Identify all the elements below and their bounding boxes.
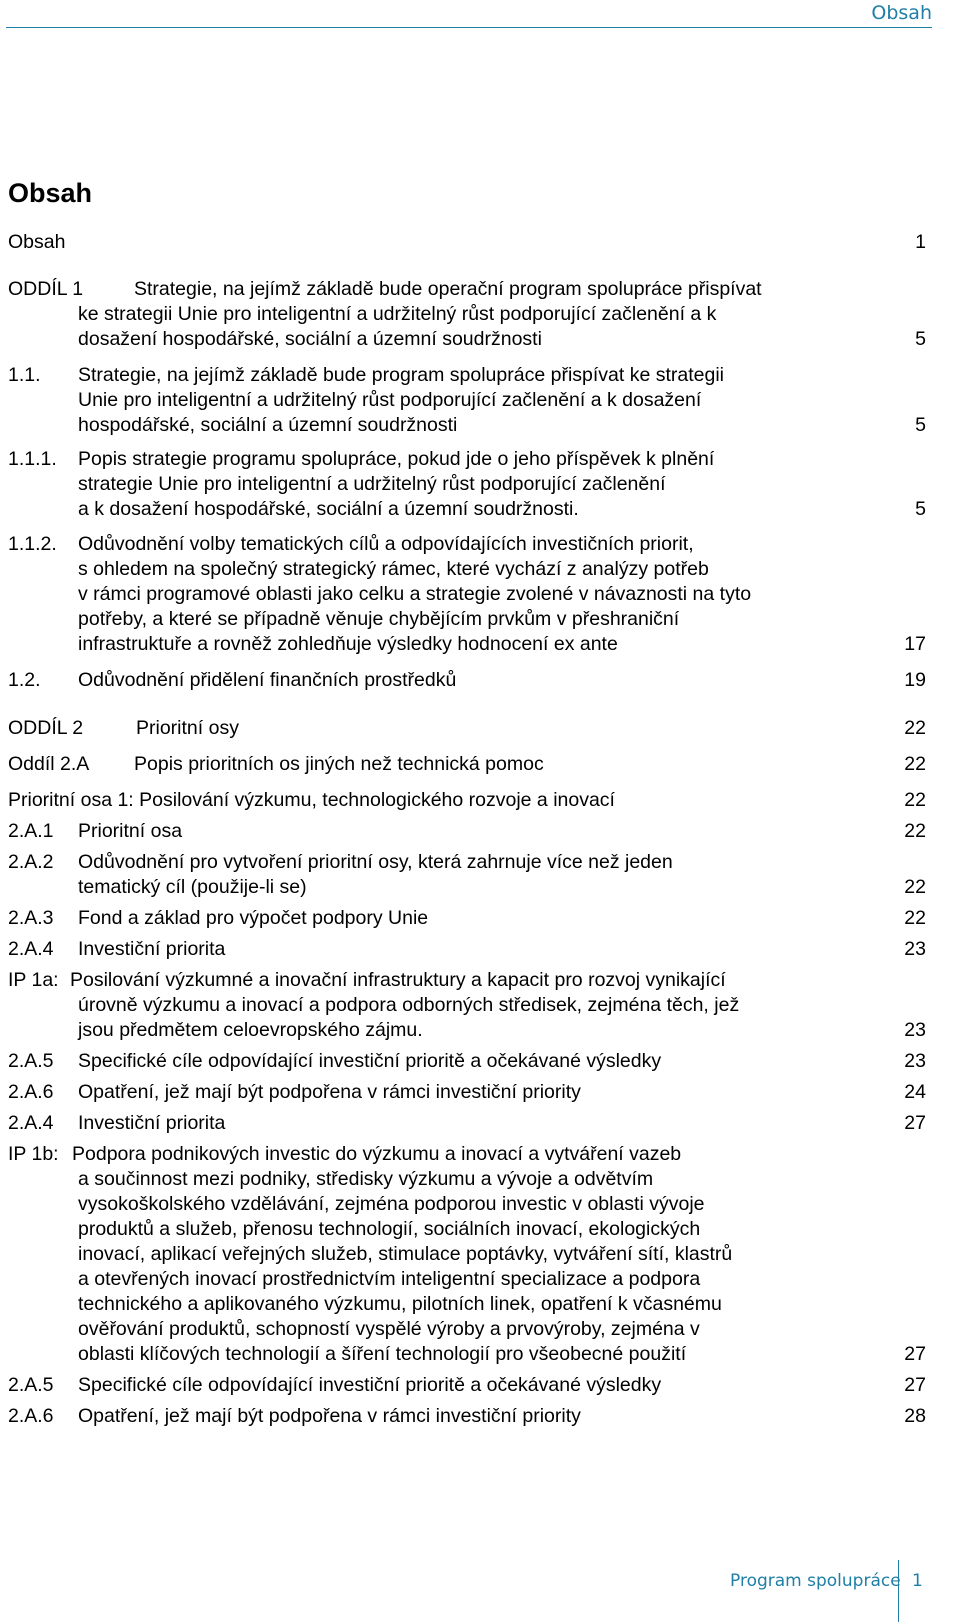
toc-page-number: 22 xyxy=(904,820,926,842)
toc-entry-number: 2.A.1 xyxy=(8,820,54,842)
toc-entry-text: Investiční priorita xyxy=(78,1112,226,1134)
toc-entry-oddil-2[interactable] xyxy=(8,716,926,741)
toc-entry-text: jsou předmětem celoevropského zájmu. xyxy=(78,1019,423,1041)
toc-page-number: 27 xyxy=(904,1374,926,1396)
footer-rule xyxy=(898,1560,899,1622)
toc-entry-text: Prioritní osa 1: Posilování výzkumu, technologického rozvoje a inovací xyxy=(8,789,615,811)
toc-entry-text: Posilování výzkumné a inovační infrastruktury a kapacit pro rozvoj vynikající xyxy=(70,969,726,991)
toc-entry-text: Prioritní osa xyxy=(78,820,183,842)
toc-entry-1-2[interactable] xyxy=(8,668,926,693)
toc-entry-number: 2.A.6 xyxy=(8,1405,54,1427)
toc-entry-number: 2.A.4 xyxy=(8,1112,54,1134)
running-footer: Program spolupráce xyxy=(730,1571,901,1591)
toc-page-number: 17 xyxy=(904,633,926,655)
toc-page-number: 23 xyxy=(904,1019,926,1041)
toc-entry-number: 2.A.6 xyxy=(8,1081,54,1103)
toc-page-number: 22 xyxy=(904,717,926,739)
toc-entry-text: Strategie, na jejímž základě bude operační program spolupráce přispívat xyxy=(134,278,762,300)
toc-entry-text: Opatření, jež mají být podpořena v rámci investiční priority xyxy=(78,1081,581,1103)
toc-entry-text: a součinnost mezi podniky, středisky výzkumu a vývoje a odvětvím xyxy=(78,1168,654,1190)
toc-entry-prioritni-osa-1[interactable] xyxy=(8,788,926,813)
toc-entry-number: IP 1a: xyxy=(8,969,59,991)
toc-entry-obsah[interactable] xyxy=(8,230,926,255)
toc-entry-text: a k dosažení hospodářské, sociální a územní soudržnosti. xyxy=(78,498,579,520)
page-title: Obsah xyxy=(8,178,93,208)
toc-entry-text: s ohledem na společný strategický rámec, které vychází z analýzy potřeb xyxy=(78,558,709,580)
toc-entry-text: vysokoškolského vzdělávání, zejména podporou investic v oblasti vývoje xyxy=(78,1193,705,1215)
toc-entry-number: 2.A.3 xyxy=(8,907,54,929)
toc-entry-text: Prioritní osy xyxy=(136,717,239,739)
running-header: Obsah xyxy=(871,2,932,24)
toc-entry-text: Popis strategie programu spolupráce, pokud jde o jeho příspěvek k plnění xyxy=(78,448,715,470)
toc-page-number: 5 xyxy=(915,414,926,436)
toc-entry-ip-1b[interactable] xyxy=(8,1142,926,1367)
toc-entry-text: a otevřených inovací prostřednictvím inteligentní specializace a podpora xyxy=(78,1268,701,1290)
toc-entry-text: Odůvodnění pro vytvoření prioritní osy, která zahrnuje více než jeden xyxy=(78,851,673,873)
toc-entry-2a6[interactable] xyxy=(8,1080,926,1105)
toc-entry-text: Specifické cíle odpovídající investiční prioritě a očekávané výsledky xyxy=(78,1050,662,1072)
toc-entry-text: technického a aplikovaného výzkumu, pilotních linek, opatření k včasnému xyxy=(78,1293,722,1315)
toc-entry-number: 2.A.4 xyxy=(8,938,54,960)
toc-entry-text: potřeby, a které se případně věnuje chybějícím prvkům v přeshraniční xyxy=(78,608,680,630)
toc-entry-2a5[interactable] xyxy=(8,1049,926,1074)
toc-entry-text: Strategie, na jejímž základě bude program spolupráce přispívat ke strategii xyxy=(78,364,725,386)
footer-page-number: 1 xyxy=(912,1571,923,1591)
toc-entry-2a5-b[interactable] xyxy=(8,1373,926,1398)
toc-page-number: 5 xyxy=(915,498,926,520)
toc-entry-number: 2.A.5 xyxy=(8,1374,54,1396)
toc-page-number: 22 xyxy=(904,789,926,811)
toc-entry-text: Odůvodnění volby tematických cílů a odpovídajících investičních priorit, xyxy=(78,533,694,555)
toc-entry-2a2[interactable] xyxy=(8,850,926,900)
toc-entry-text: Obsah xyxy=(8,231,66,253)
toc-entry-number: 1.1.2. xyxy=(8,533,57,555)
toc-entry-number: 1.2. xyxy=(8,669,41,691)
table-of-contents xyxy=(8,230,926,1429)
toc-entry-2a6-b[interactable] xyxy=(8,1404,926,1429)
toc-page-number: 24 xyxy=(904,1081,926,1103)
toc-page-number: 19 xyxy=(904,669,926,691)
toc-entry-number: ODDÍL 2 xyxy=(8,717,84,739)
toc-page-number: 27 xyxy=(904,1112,926,1134)
toc-entry-text: infrastruktuře a rovněž zohledňuje výsledky hodnocení ex ante xyxy=(78,633,618,655)
toc-entry-text: tematický cíl (použije-li se) xyxy=(78,876,307,898)
toc-entry-text: Odůvodnění přidělení finančních prostředků xyxy=(78,669,457,691)
toc-entry-2a4-b[interactable] xyxy=(8,1111,926,1136)
toc-entry-number: IP 1b: xyxy=(8,1143,59,1165)
toc-entry-2a1[interactable] xyxy=(8,819,926,844)
toc-entry-ip-1a[interactable] xyxy=(8,968,926,1043)
toc-entry-text: Unie pro inteligentní a udržitelný růst podporující začlenění a k dosažení xyxy=(78,389,702,411)
header-rule xyxy=(6,27,932,28)
toc-entry-text: strategie Unie pro inteligentní a udržitelný růst podporující začlenění xyxy=(78,473,666,495)
toc-entry-text: oblasti klíčových technologií a šíření technologií pro všeobecné použití xyxy=(78,1343,687,1365)
toc-page-number: 27 xyxy=(904,1343,926,1365)
toc-entry-text: Opatření, jež mají být podpořena v rámci investiční priority xyxy=(78,1405,581,1427)
toc-page-number: 23 xyxy=(904,938,926,960)
toc-page-number: 22 xyxy=(904,907,926,929)
toc-entry-text: v rámci programové oblasti jako celku a strategie zvolené v návaznosti na tyto xyxy=(78,583,752,605)
toc-page-number: 5 xyxy=(915,328,926,350)
toc-entry-2a4[interactable] xyxy=(8,937,926,962)
toc-entry-number: 1.1. xyxy=(8,364,41,386)
toc-page-number: 1 xyxy=(915,231,926,253)
toc-entry-oddil-2a[interactable] xyxy=(8,752,926,777)
toc-entry-number: 2.A.2 xyxy=(8,851,54,873)
toc-page-number: 22 xyxy=(904,876,926,898)
toc-entry-1-1-2[interactable] xyxy=(8,532,926,657)
toc-entry-oddil-1[interactable] xyxy=(8,277,926,352)
toc-entry-text: ověřování produktů, schopností vyspělé výroby a prvovýroby, zejména v xyxy=(78,1318,700,1340)
toc-entry-number: 2.A.5 xyxy=(8,1050,54,1072)
toc-entry-text: ke strategii Unie pro inteligentní a udržitelný růst podporující začlenění a k xyxy=(78,303,717,325)
toc-entry-2a3[interactable] xyxy=(8,906,926,931)
toc-entry-1-1[interactable] xyxy=(8,363,926,438)
toc-page-number: 28 xyxy=(904,1405,926,1427)
toc-entry-text: úrovně výzkumu a inovací a podpora odborných středisek, zejména těch, jež xyxy=(78,994,740,1016)
toc-entry-text: Podpora podnikových investic do výzkumu a inovací a vytváření vazeb xyxy=(72,1143,682,1165)
toc-entry-text: Specifické cíle odpovídající investiční prioritě a očekávané výsledky xyxy=(78,1374,662,1396)
toc-entry-number: ODDÍL 1 xyxy=(8,278,84,300)
toc-entry-text: dosažení hospodářské, sociální a územní soudržnosti xyxy=(78,328,542,350)
toc-entry-text: Popis prioritních os jiných než technická pomoc xyxy=(134,753,544,775)
toc-page-number: 23 xyxy=(904,1050,926,1072)
toc-entry-number: 1.1.1. xyxy=(8,448,57,470)
toc-entry-text: Fond a základ pro výpočet podpory Unie xyxy=(78,907,429,929)
toc-entry-text: inovací, aplikací veřejných služeb, stimulace poptávky, vytváření sítí, klastrů xyxy=(78,1243,733,1265)
toc-entry-text: produktů a služeb, přenosu technologií, sociálních inovací, ekologických xyxy=(78,1218,701,1240)
toc-entry-number: Oddíl 2.A xyxy=(8,753,90,775)
toc-entry-text: Investiční priorita xyxy=(78,938,226,960)
toc-page-number: 22 xyxy=(904,753,926,775)
toc-entry-text: hospodářské, sociální a územní soudržnosti xyxy=(78,414,458,436)
toc-entry-1-1-1[interactable] xyxy=(8,447,926,522)
